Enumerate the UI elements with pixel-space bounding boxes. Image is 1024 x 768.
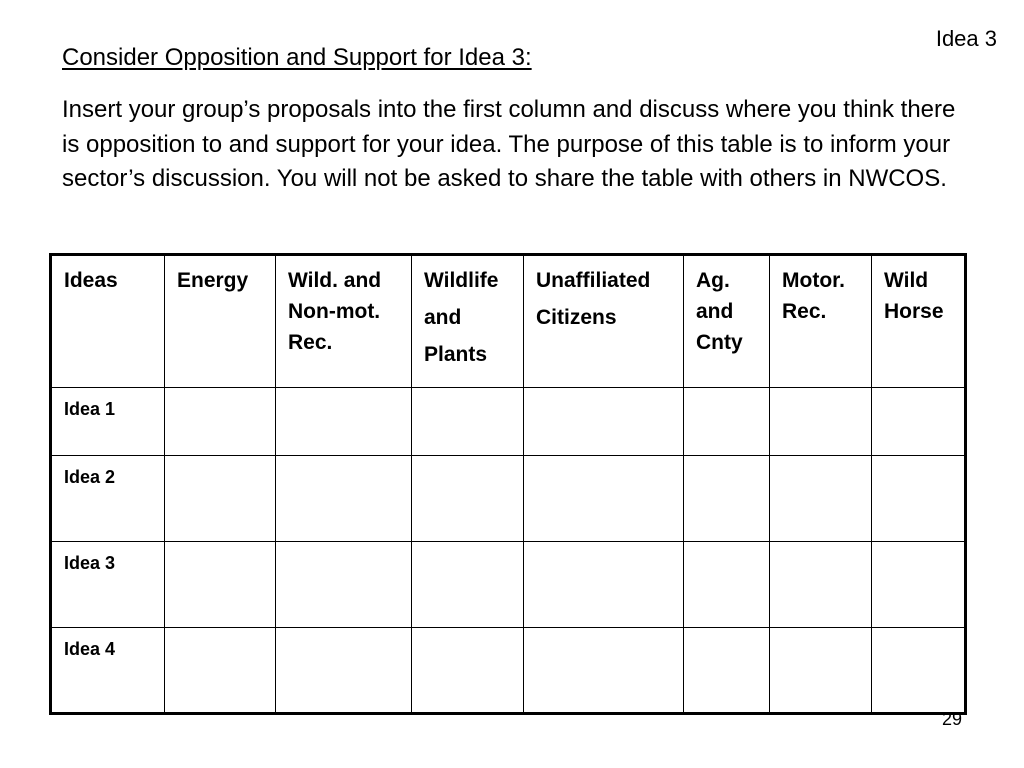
table-cell[interactable] xyxy=(412,456,524,542)
instructions-text: Insert your group’s proposals into the first column and discuss where you think there is opposition to and support for your idea. The purpose of this table is to inform your sector’s discussion. You will not be asked to share the table with others in NWCOS. xyxy=(62,96,956,192)
table-row xyxy=(51,456,966,542)
table-cell[interactable] xyxy=(165,542,276,628)
table-cell[interactable] xyxy=(524,456,684,542)
table-cell[interactable] xyxy=(165,456,276,542)
table-cell[interactable] xyxy=(276,628,412,714)
header-wild-non-mot-rec: Wild. and Non-mot. Rec. xyxy=(276,255,412,388)
header-ideas: Ideas xyxy=(51,255,165,388)
opposition-support-table xyxy=(49,253,967,715)
table-cell[interactable] xyxy=(684,456,770,542)
table-cell[interactable] xyxy=(872,628,966,714)
header-energy: Energy xyxy=(165,255,276,388)
table-cell[interactable] xyxy=(276,542,412,628)
header-row xyxy=(51,255,966,388)
table-cell[interactable] xyxy=(524,388,684,456)
table-cell[interactable] xyxy=(412,388,524,456)
table-cell[interactable] xyxy=(684,542,770,628)
table-cell[interactable] xyxy=(165,628,276,714)
table-cell[interactable] xyxy=(684,388,770,456)
header-unaffiliated-citizens: Unaffiliated Citizens xyxy=(524,255,684,388)
row-label: Idea 4 xyxy=(51,628,165,714)
table-cell[interactable] xyxy=(770,388,872,456)
table-cell[interactable] xyxy=(276,456,412,542)
row-label: Idea 2 xyxy=(51,456,165,542)
slide-corner-label: Idea 3 xyxy=(935,26,997,51)
table-cell[interactable] xyxy=(684,628,770,714)
header-motor-rec: Motor. Rec. xyxy=(770,255,872,388)
table-cell[interactable] xyxy=(276,388,412,456)
slide-heading: Consider Opposition and Support for Idea 3: xyxy=(62,44,532,71)
table-cell[interactable] xyxy=(524,628,684,714)
header-wild-horse: Wild Horse xyxy=(872,255,966,388)
table-row xyxy=(51,542,966,628)
table-cell[interactable] xyxy=(872,542,966,628)
header-ag-cnty: Ag. and Cnty xyxy=(684,255,770,388)
table-cell[interactable] xyxy=(770,456,872,542)
table-cell[interactable] xyxy=(524,542,684,628)
row-label: Idea 3 xyxy=(51,542,165,628)
table-cell[interactable] xyxy=(412,542,524,628)
header-wildlife-plants: Wildlife and Plants xyxy=(412,255,524,388)
table-cell[interactable] xyxy=(770,542,872,628)
page-number: 29 xyxy=(941,709,962,729)
row-label: Idea 1 xyxy=(51,388,165,456)
table-row xyxy=(51,388,966,456)
table-cell[interactable] xyxy=(165,388,276,456)
table-cell[interactable] xyxy=(872,388,966,456)
table-cell[interactable] xyxy=(770,628,872,714)
table-cell[interactable] xyxy=(412,628,524,714)
table-row xyxy=(51,628,966,714)
table-cell[interactable] xyxy=(872,456,966,542)
